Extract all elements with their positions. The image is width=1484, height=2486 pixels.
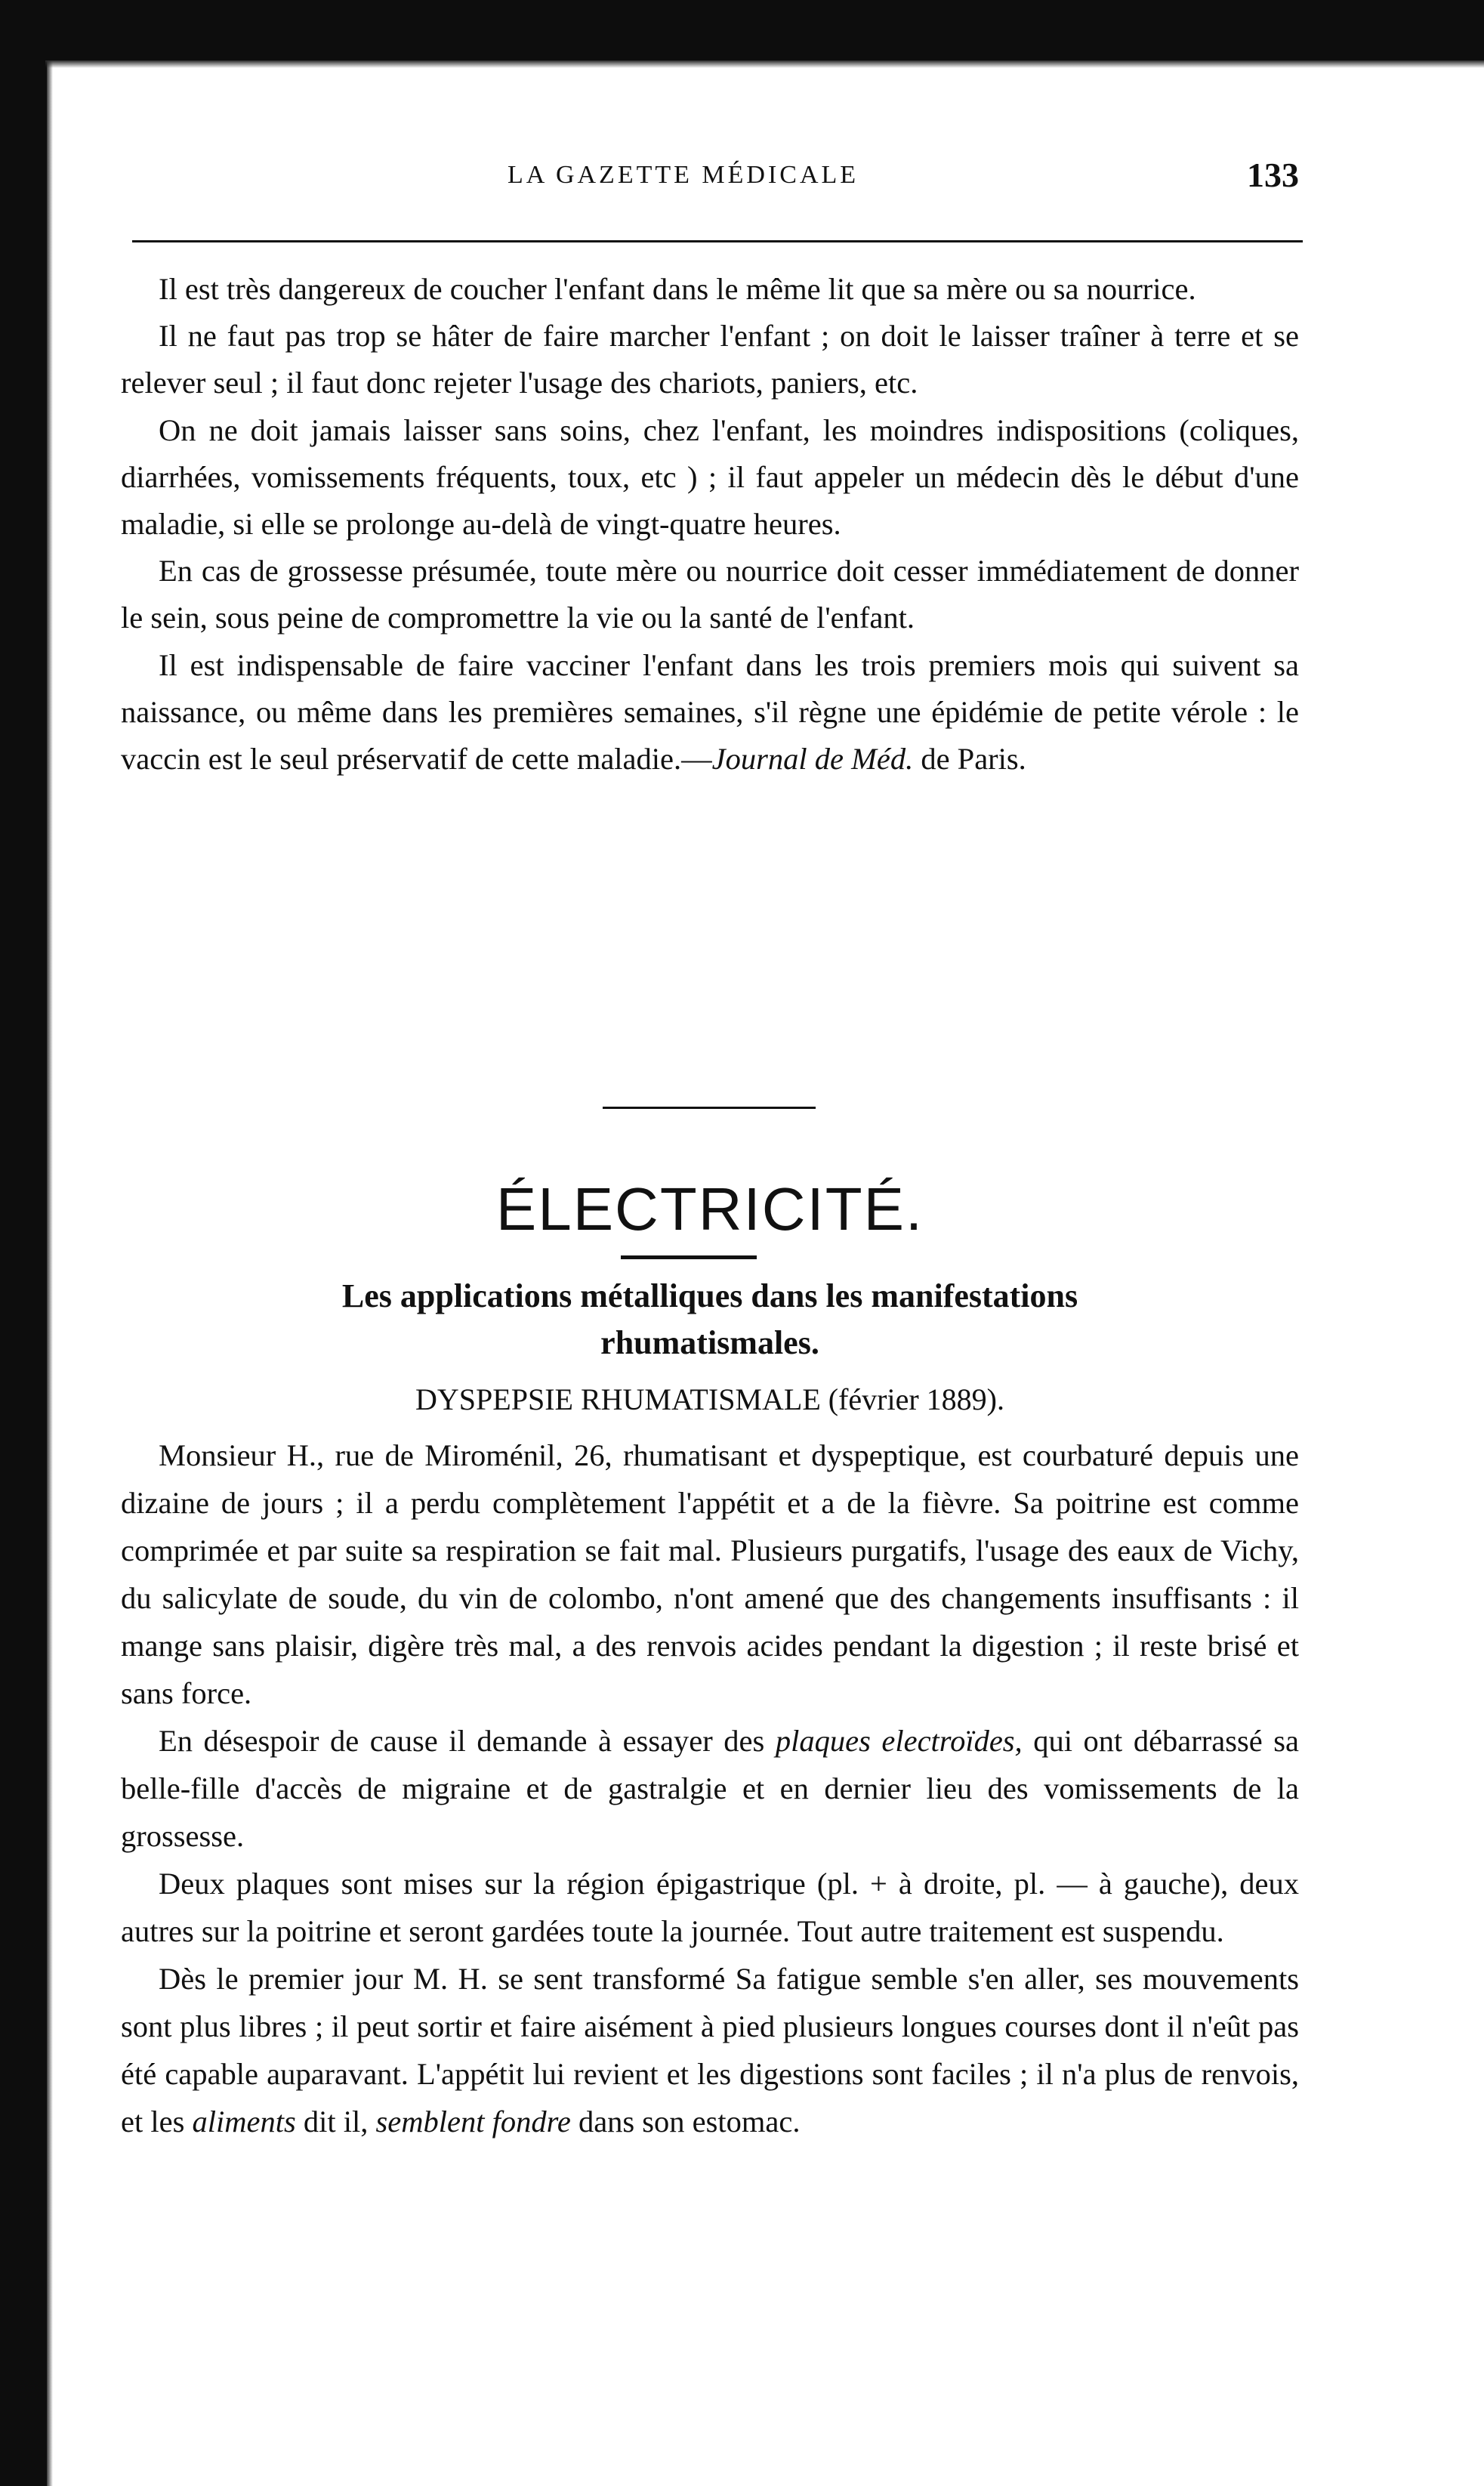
italic-term: semblent fondre bbox=[375, 2105, 571, 2139]
paragraph: En cas de grossesse présumée, toute mère ou nourrice doit cesser immédiatement de donner le sein, sous peine de compromettre la vie ou la santé de l'enfant. bbox=[121, 554, 1299, 635]
article-title-line: Les applications métalliques dans les manifestations bbox=[341, 1277, 1078, 1314]
scan-top-border-shadow bbox=[45, 60, 1484, 68]
running-title: LA GAZETTE MÉDICALE bbox=[508, 161, 859, 189]
paragraph: Deux plaques sont mises sur la région épigastrique (pl. + à droite, pl. — à gauche), deux autres sur la poitrine et seront gardées toute la journée. Tout autre traitement est suspendu. bbox=[121, 1867, 1299, 1948]
paragraph-text: En désespoir de cause il demande à essayer des bbox=[159, 1724, 776, 1758]
running-head bbox=[121, 155, 1299, 200]
page-number: 133 bbox=[1247, 156, 1299, 194]
paragraph-text: Il est indispensable de faire vacciner l'enfant dans les trois premiers mois qui suivent sa naissance, ou même dans les premières semaines, s'il règne une épidémie de petite vérole : le vaccin est le seul préservatif de cette maladie.— bbox=[121, 647, 1299, 777]
section-title-rule bbox=[621, 1255, 757, 1259]
italic-term: aliments bbox=[192, 2105, 296, 2139]
paragraph-text: dit il, bbox=[295, 2105, 376, 2139]
paragraph: Il ne faut pas trop se hâter de faire marcher l'enfant ; on doit le laisser traîner à terre et se relever seul ; il faut donc rejeter l'usage des chariots, paniers, etc. bbox=[121, 319, 1299, 400]
paragraph-with-source bbox=[121, 642, 1299, 783]
paragraph: Monsieur H., rue de Miroménil, 26, rhumatisant et dyspeptique, est courbaturé depuis une dizaine de jours ; il a perdu complètement l'appétit et a de la fièvre. Sa poitrine est comme comprimée et par suite sa respiration se fait mal. Plusieurs purgatifs, l'usage des eaux de Vichy, du salicylate de soude, du vin de colombo, n'ont amené que des changements insuffisants : il mange sans plaisir, digère très mal, a des renvois acides pendant la digestion ; il reste brisé et sans force. bbox=[121, 1438, 1299, 1710]
source-journal: Journal de Méd. bbox=[711, 742, 914, 777]
paragraph-text: Dès le premier jour M. H. se sent transformé Sa fatigue semble s'en aller, ses mouvements sont plus libres ; il peut sortir et faire aisément à pied plusieurs longues courses dont il n'eût pas été capable auparavant. L'appétit lui revient et les digestions sont faciles ; il n'a plus de renvois, et les bbox=[121, 1962, 1299, 2139]
section-separator-rule bbox=[603, 1107, 816, 1109]
paragraph: Il est très dangereux de coucher l'enfant dans le même lit que sa mère ou sa nourrice. bbox=[159, 272, 1196, 306]
paragraph-text: dans son estomac. bbox=[570, 2105, 801, 2139]
paragraph: On ne doit jamais laisser sans soins, chez l'enfant, les moindres indispositions (coliques, diarrhées, vomissements fréquents, toux, etc ) ; il faut appeler un médecin dès le début d'une maladie, si elle se prolonge au-delà de vingt-quatre heures. bbox=[121, 412, 1299, 542]
section-title: ÉLECTRICITÉ. bbox=[495, 1175, 924, 1243]
paragraph bbox=[121, 1955, 1299, 2145]
intro-text bbox=[121, 266, 1299, 783]
case-heading: DYSPEPSIE RHUMATISMALE (février 1889). bbox=[415, 1382, 1004, 1416]
article-title bbox=[121, 1273, 1299, 1367]
italic-term: plaques electroïdes, bbox=[775, 1724, 1023, 1758]
article-title-line: rhumatismales. bbox=[600, 1324, 819, 1361]
article-text bbox=[121, 1431, 1299, 2145]
source-end: de Paris. bbox=[913, 742, 1026, 777]
paragraph bbox=[121, 1717, 1299, 1860]
scan-top-border bbox=[45, 0, 1484, 60]
paragraph-text: qui ont débarrassé sa belle-fille d'accès de migraine et de gastralgie et en dernier lieu des vomissements de la grossesse. bbox=[121, 1724, 1300, 1853]
scan-left-border bbox=[0, 0, 47, 2486]
header-rule bbox=[132, 240, 1303, 242]
